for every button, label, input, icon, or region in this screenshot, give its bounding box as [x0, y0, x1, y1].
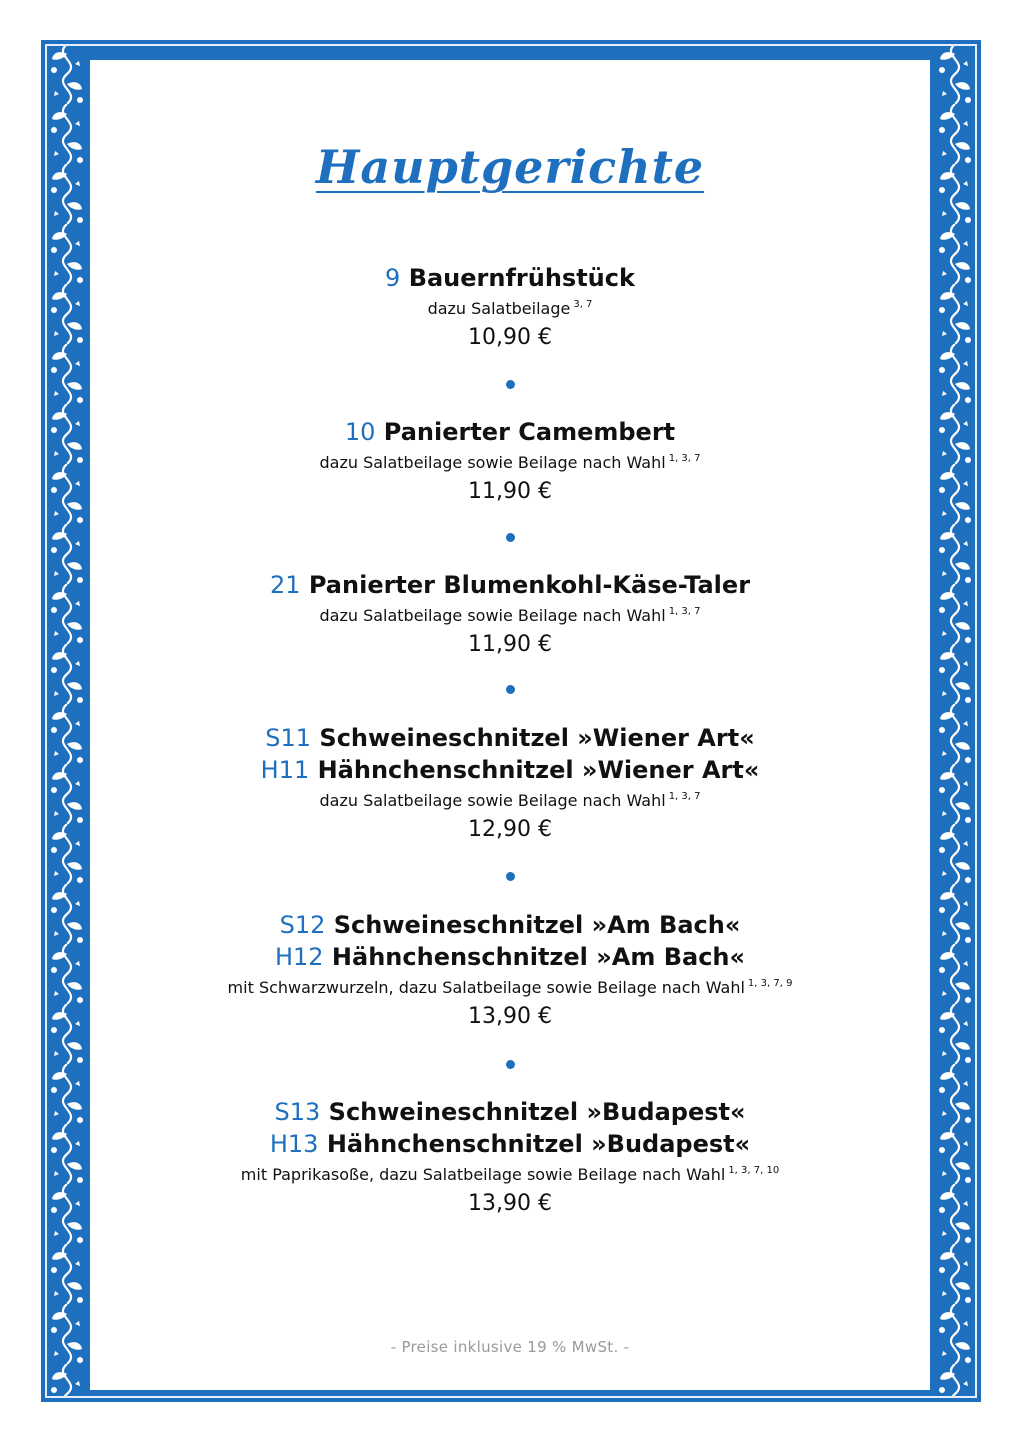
dish-description	[90, 973, 930, 999]
dish-title: Schweineschnitzel »Wiener Art«	[319, 724, 755, 752]
dish-number: H13	[269, 1130, 319, 1158]
dish-title: Bauernfrühstück	[408, 264, 635, 292]
dish-title: Schweineschnitzel »Am Bach«	[333, 911, 741, 939]
dish-price: 12,90 €	[468, 817, 552, 842]
allergen-codes: 3, 7	[573, 299, 593, 310]
dish-name	[90, 416, 930, 448]
dish-number: S13	[274, 1098, 321, 1126]
dish-price: 11,90 €	[468, 632, 552, 657]
allergen-codes: 1, 3, 7	[668, 791, 701, 802]
separator-dot	[90, 872, 930, 884]
description-text: dazu Salatbeilage sowie Beilage nach Wahl	[319, 791, 666, 810]
dish-name	[90, 569, 930, 601]
dish-number: 9	[385, 264, 401, 292]
dish-title: Hähnchenschnitzel »Budapest«	[326, 1130, 751, 1158]
dish-description	[90, 1160, 930, 1186]
dish-number: S11	[265, 724, 312, 752]
dish-price: 13,90 €	[468, 1004, 552, 1029]
allergen-codes: 1, 3, 7, 9	[747, 978, 793, 989]
description-text: mit Schwarzwurzeln, dazu Salatbeilage sowie Beilage nach Wahl	[227, 978, 745, 997]
dish-name	[90, 909, 930, 941]
menu-item	[90, 262, 930, 354]
allergen-codes: 1, 3, 7	[668, 453, 701, 464]
dish-number: H11	[260, 756, 310, 784]
dish-title: Schweineschnitzel »Budapest«	[328, 1098, 746, 1126]
dish-number: H12	[274, 943, 324, 971]
dish-title: Panierter Camembert	[383, 418, 676, 446]
dish-title: Hähnchenschnitzel »Am Bach«	[331, 943, 746, 971]
dish-description	[90, 448, 930, 474]
dish-description	[90, 786, 930, 812]
separator-dot	[90, 533, 930, 545]
description-text: dazu Salatbeilage sowie Beilage nach Wahl	[319, 606, 666, 625]
dish-number: 10	[344, 418, 376, 446]
separator-dot	[90, 380, 930, 392]
dish-title: Panierter Blumenkohl-Käse-Taler	[308, 571, 751, 599]
dish-name	[90, 941, 930, 973]
dish-price: 10,90 €	[468, 325, 552, 350]
description-text: mit Paprikasoße, dazu Salatbeilage sowie Beilage nach Wahl	[240, 1165, 726, 1184]
dish-number: S12	[279, 911, 326, 939]
allergen-codes: 1, 3, 7, 10	[728, 1165, 780, 1176]
dish-name	[90, 1096, 930, 1128]
dish-price: 13,90 €	[468, 1191, 552, 1216]
dish-name	[90, 754, 930, 786]
menu-item	[90, 569, 930, 661]
description-text: dazu Salatbeilage	[427, 299, 571, 318]
allergen-codes: 1, 3, 7	[668, 606, 701, 617]
menu-item	[90, 1096, 930, 1220]
separator-dot	[90, 1060, 930, 1072]
menu-item	[90, 722, 930, 846]
page-title: Hauptgerichte	[315, 140, 705, 194]
dish-title: Hähnchenschnitzel »Wiener Art«	[317, 756, 760, 784]
dish-name	[90, 1128, 930, 1160]
dish-number: 21	[269, 571, 301, 599]
dish-price: 11,90 €	[468, 479, 552, 504]
separator-dot	[90, 685, 930, 697]
vat-note: - Preise inklusive 19 % MwSt. -	[390, 1338, 630, 1356]
description-text: dazu Salatbeilage sowie Beilage nach Wahl	[319, 453, 666, 472]
menu-item	[90, 416, 930, 508]
dish-name	[90, 262, 930, 294]
menu-content	[90, 60, 930, 1390]
menu-item	[90, 909, 930, 1033]
dish-name	[90, 722, 930, 754]
dish-description	[90, 601, 930, 627]
dish-description	[90, 294, 930, 320]
